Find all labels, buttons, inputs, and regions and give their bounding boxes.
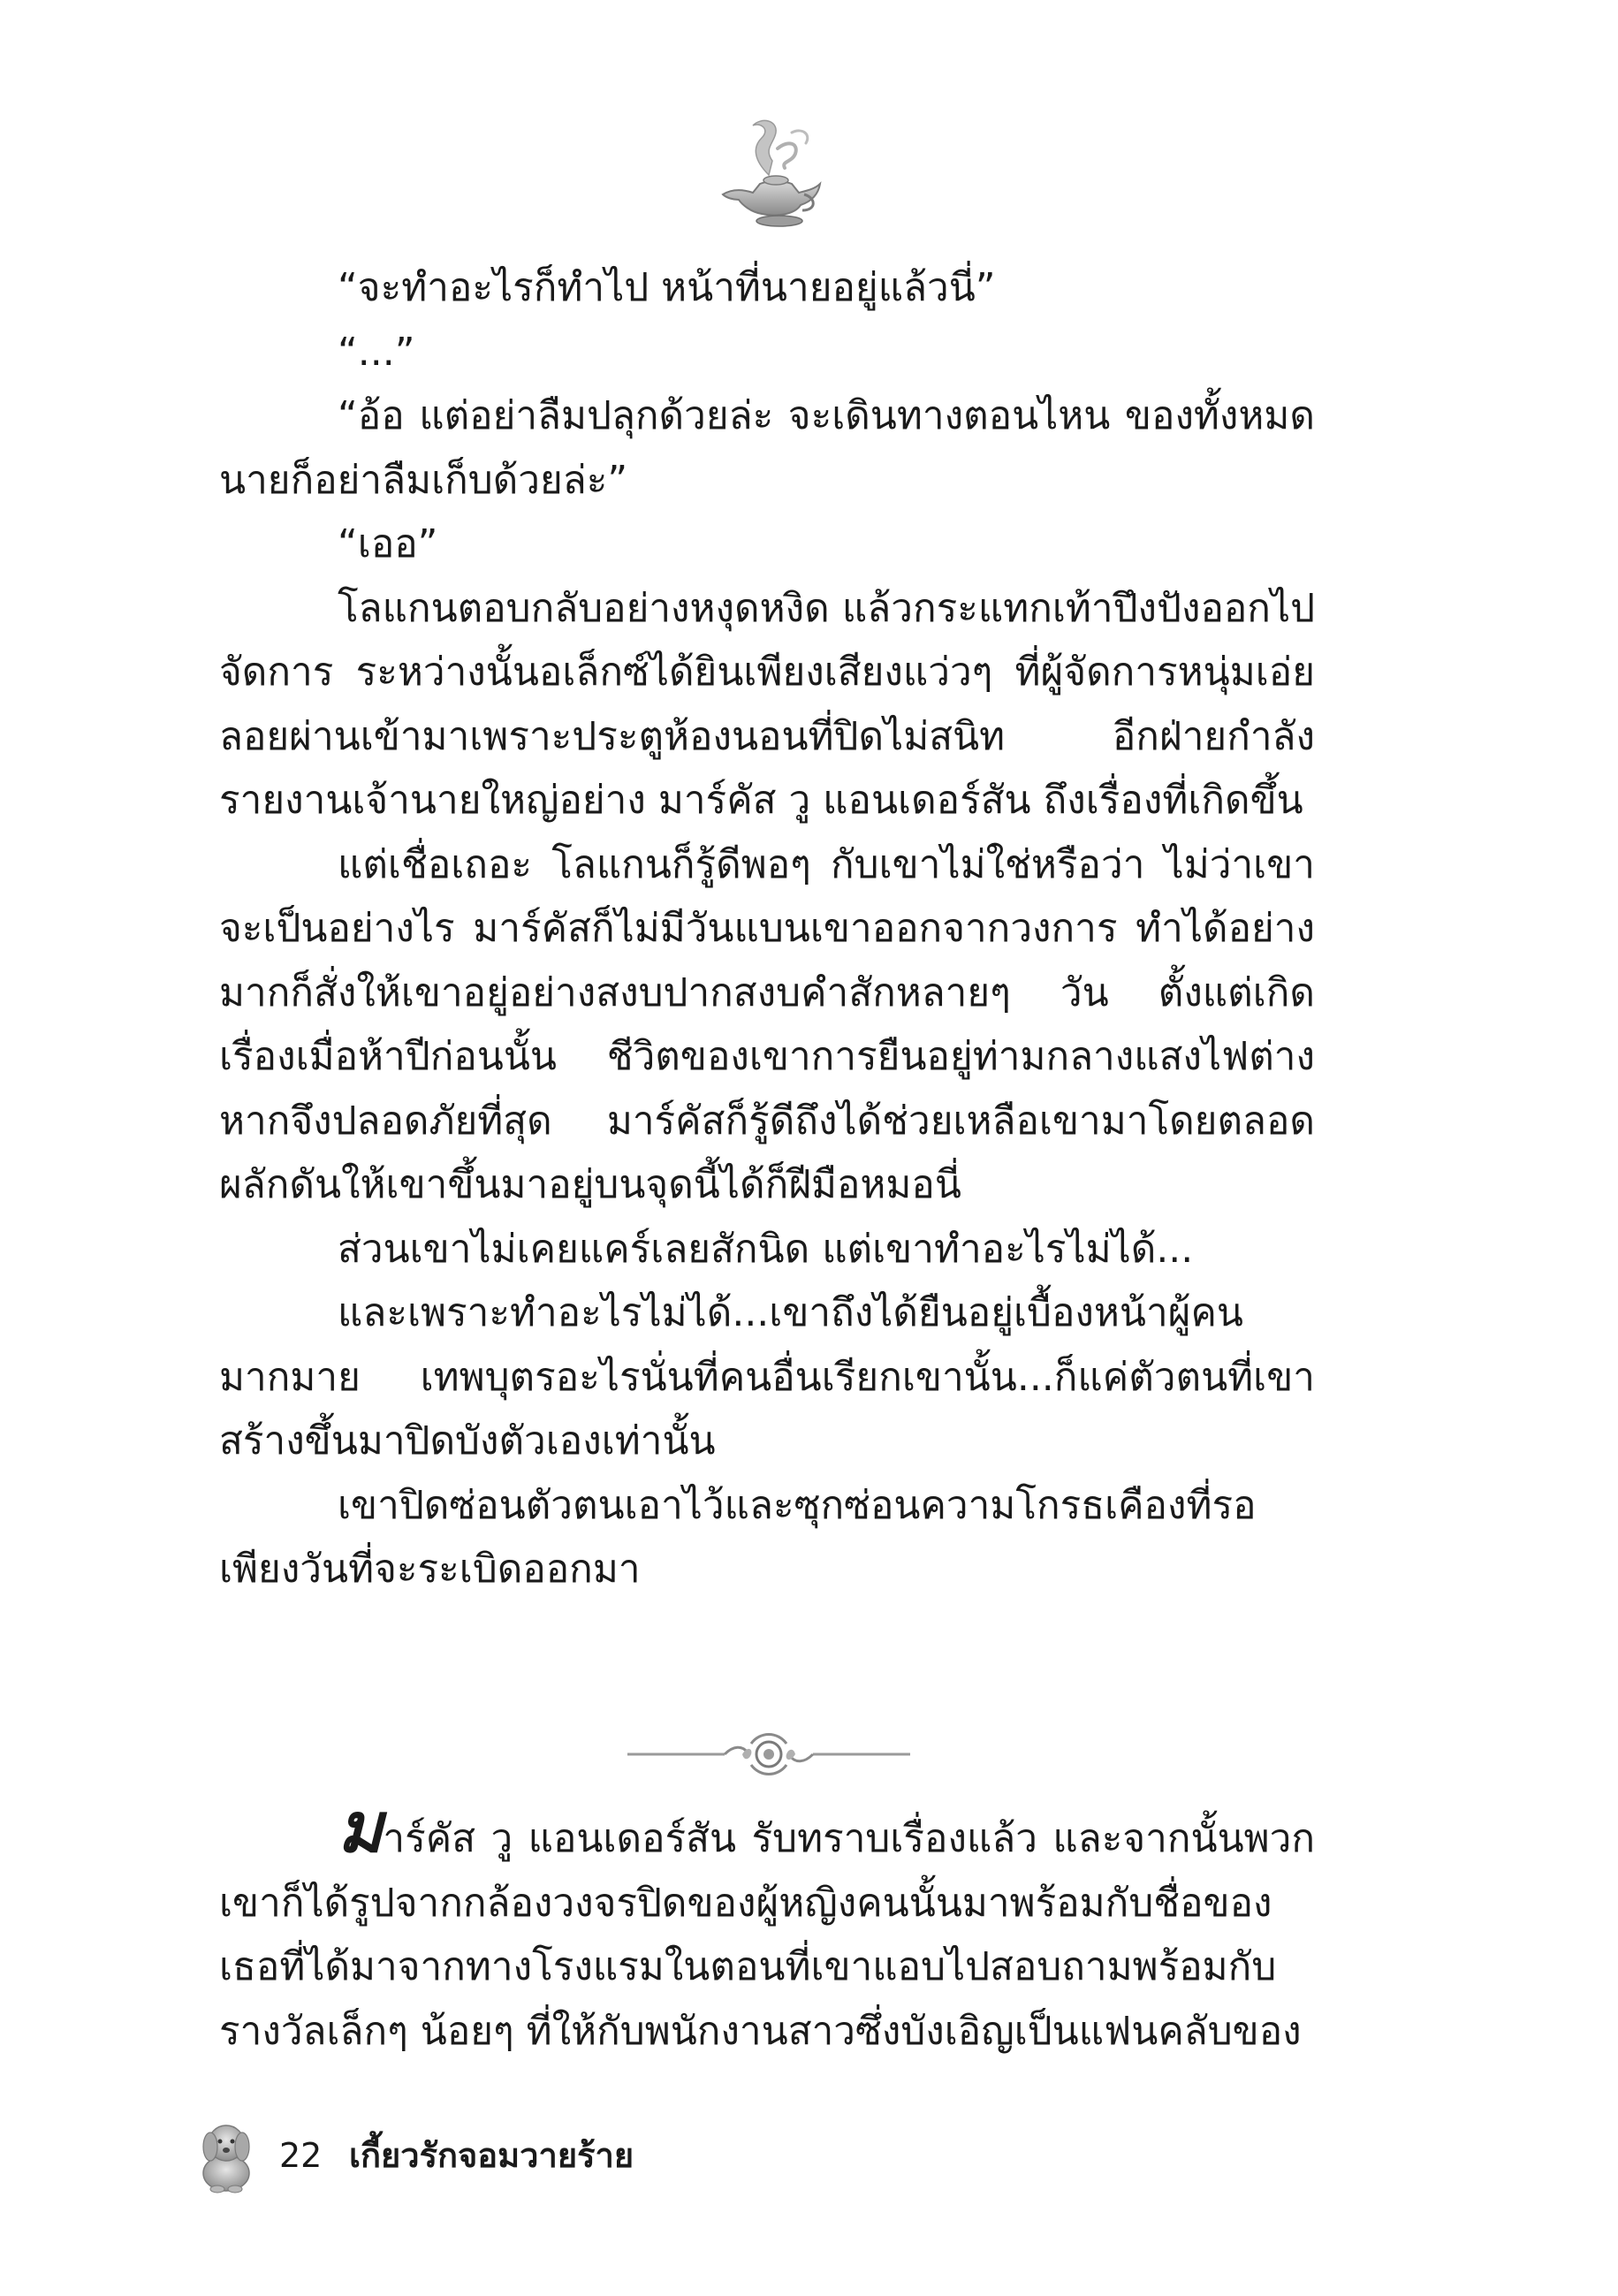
paragraph-9: เขาปิดซ่อนตัวตนเอาไว้และซุกซ่อนความโกรธเคืองที่รอเพียงวันที่จะระเบิดออกมา	[219, 1482, 1257, 1592]
paragraph-6: แต่เชื่อเถอะ โลแกนก็รู้ดีพอๆ กับเขาไม่ใช่หรือว่า ไม่ว่าเขาจะเป็นอย่างไร มาร์คัสก็ไม่มีวันแบนเขาออกจากวงการ ทำได้อย่างมากก็สั่งให้เขาอยู่อย่างสงบปากสงบคำสักหลายๆ วัน ตั้งแต่เกิดเรื่องเมื่อห้าปีก่อนนั้น ชีวิตของเขาการยืนอยู่ท่ามกลางแสงไฟต่างหากจึงปลอดภัยที่สุด มาร์คัสก็รู้ดีถึงได้ช่วยเหลือเขามาโดยตลอด ผลักดันให้เขาขึ้นมาอยู่บนจุดนี้ได้ก็ฝีมือหมอนี่	[219, 841, 1315, 1207]
page-footer	[194, 2117, 1166, 2196]
paragraph-2: “...”	[338, 329, 415, 375]
puppy-icon	[194, 2117, 258, 2194]
section-2-paragraph	[219, 1788, 1315, 2064]
paragraph-8: และเพราะทำอะไรไม่ได้...เขาถึงได้ยืนอยู่เบื้องหน้าผู้คนมากมาย เทพบุตรอะไรนั่นที่คนอื่นเรียกเขานั้น...ก็แค่ตัวตนที่เขาสร้างขึ้นมาปิดบังตัวเองเท่านั้น	[219, 1290, 1315, 1464]
section-2	[219, 1788, 1315, 2064]
paragraph-3: “อ้อ แต่อย่าลืมปลุกด้วยล่ะ จะเดินทางตอนไหน ของทั้งหมดนายก็อย่าลืมเก็บด้วยล่ะ”	[219, 393, 1315, 503]
paragraph-4: “เออ”	[338, 521, 438, 566]
drop-cap: ม	[338, 1788, 384, 1868]
book-title: เกี้ยวรักจอมวายร้าย	[349, 2136, 634, 2175]
paragraph-1: “จะทำอะไรก็ทำไป หน้าที่นายอยู่แล้วนี่”	[338, 265, 996, 310]
body-text	[219, 256, 1315, 1602]
paragraph-5: โลแกนตอบกลับอย่างหงุดหงิด แล้วกระแทกเท้าปึงปังออกไปจัดการ ระหว่างนั้นอเล็กซ์ได้ยินเพียงเสียงแว่วๆ ที่ผู้จัดการหนุ่มเอ่ยลอยผ่านเข้ามาเพราะประตูห้องนอนที่ปิดไม่สนิท อีกฝ่ายกำลังรายงานเจ้านายใหญ่อย่าง มาร์คัส วู แอนเดอร์สัน ถึงเรื่องที่เกิดขึ้น	[219, 585, 1315, 823]
paragraph-7: ส่วนเขาไม่เคยแคร์เลยสักนิด แต่เขาทำอะไรไม่ได้...	[338, 1226, 1194, 1272]
section-2-text: าร์คัส วู แอนเดอร์สัน รับทราบเรื่องแล้ว และจากนั้นพวกเขาก็ได้รูปจากกล้องวงจรปิดของผู้หญิงคนนั้นมาพร้อมกับชื่อของเธอที่ได้มาจากทางโรงแรมในตอนที่เขาแอบไปสอบถามพร้อมกับรางวัลเล็กๆ น้อยๆ ที่ให้กับพนักงานสาวซึ่งบังเอิญเป็นแฟนคลับของ	[219, 1816, 1315, 2054]
page-number: 22	[279, 2136, 323, 2175]
genie-lamp-icon	[707, 113, 831, 237]
ornamental-divider-icon	[619, 1719, 919, 1790]
